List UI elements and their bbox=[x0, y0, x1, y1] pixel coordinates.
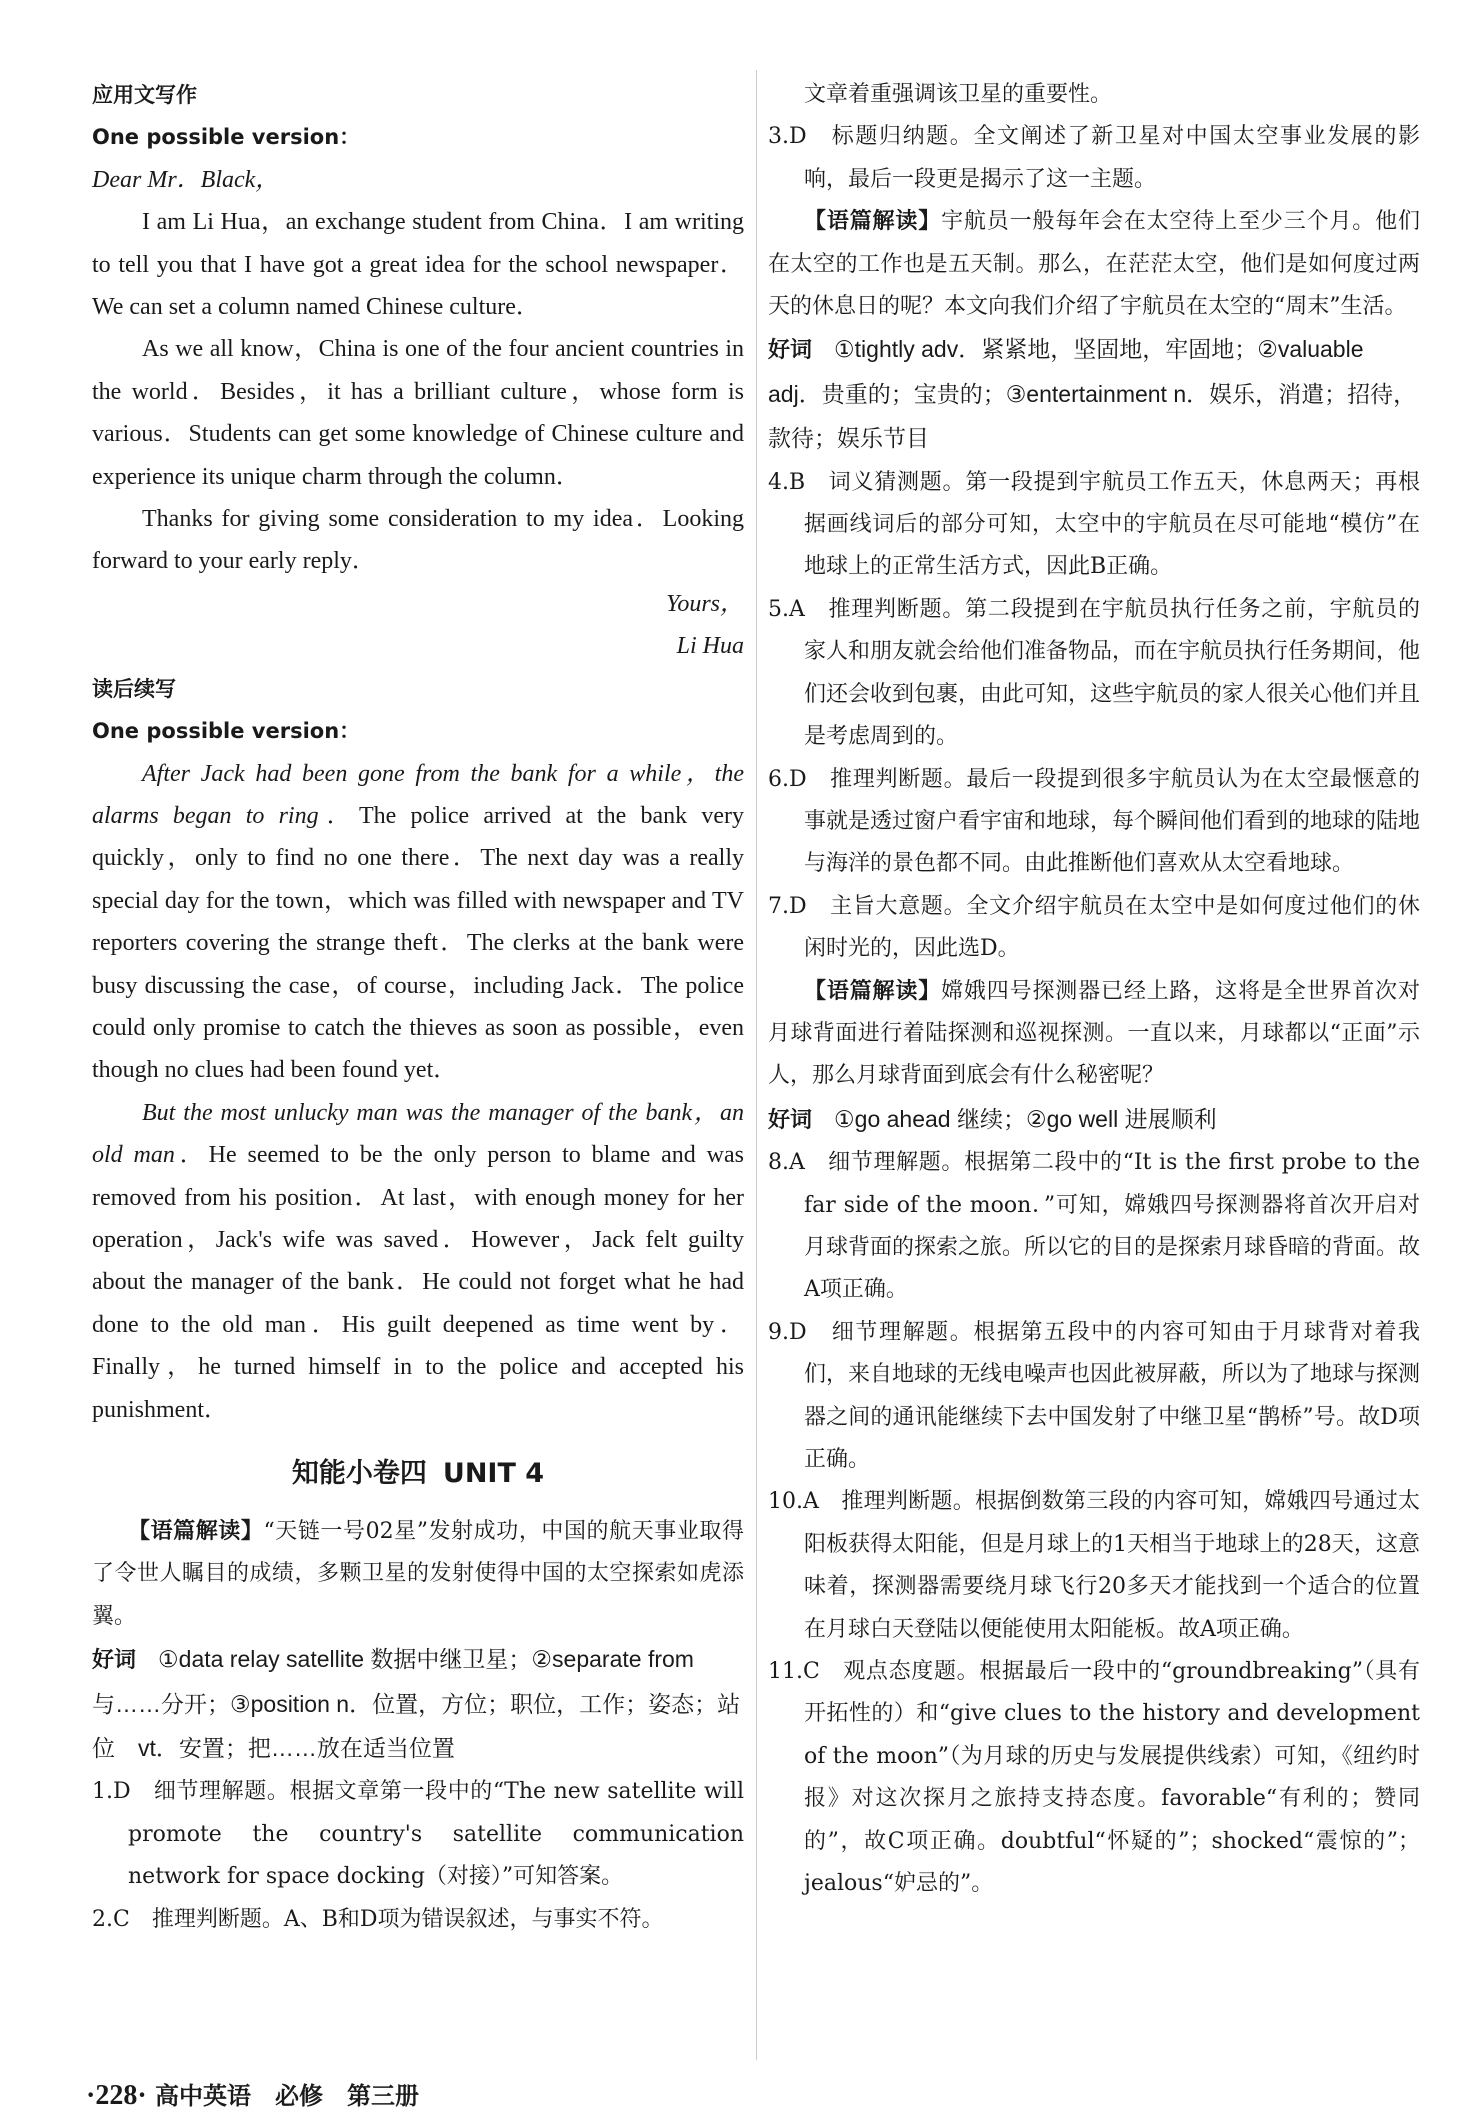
vocab-label: 好词 bbox=[768, 338, 813, 364]
answer-item: 3.D 标题归纳题。全文阐述了新卫星对中国太空事业发展的影响，最后一段更是揭示了这一主题。 bbox=[768, 124, 1420, 192]
answer-item: 2.C 推理判断题。A、B和D项为错误叙述，与事实不符。 bbox=[92, 1906, 664, 1932]
section-title bbox=[92, 1453, 744, 1495]
vocab-block bbox=[768, 328, 1420, 461]
reading-interpretation bbox=[768, 201, 1420, 328]
reading-label: 【语篇解读】 bbox=[128, 1519, 264, 1544]
reading-interpretation bbox=[768, 971, 1420, 1098]
vocab-text: ①tightly adv．紧紧地，坚固地，牢固地；②valuable adj．贵重的；宝贵的；③entertainment n．娱乐，消遣；招待，款待；娱乐节目 bbox=[768, 336, 1417, 452]
reading-label: 【语篇解读】 bbox=[804, 209, 942, 235]
answer-item: 11.C 观点态度题。根据最后一段中的“groundbreaking”（具有开拓性的）和“give clues to the history and development of the moon”（为月球的历史与发展提供线索）可知，《纽约时报》对这次探月之旅持支持态度。favorable“有利的；赞同的”，故C项正确。doubtful“怀疑的”；shocked“震惊的”；jealous“妒忌的”。 bbox=[768, 1659, 1420, 1897]
answer-item: 5.A 推理判断题。第二段提到在宇航员执行任务之前，宇航员的家人和朋友就会给他们准备物品，而在宇航员执行任务期间，他们还会收到包裹，由此可知，这些宇航员的家人很关心他们并且是考虑周到的。 bbox=[768, 596, 1421, 750]
page-number: ·228· bbox=[86, 2080, 147, 2111]
letter-signature: Li Hua bbox=[676, 633, 744, 660]
answer-item: 9.D 细节理解题。根据第五段中的内容可知由于月球背对着我们，来自地球的无线电噪声也因此被屏蔽，所以为了地球与探测器之间的通讯能继续下去中国发射了中继卫星“鹊桥”号。故D项正确。 bbox=[768, 1319, 1421, 1472]
vocab-text: ①go ahead 继续；②go well 进展顺利 bbox=[834, 1105, 1217, 1132]
heading-continuation-writing: 读后续写 bbox=[92, 676, 176, 701]
page-footer bbox=[86, 2076, 419, 2112]
story-given-opening: After Jack had been gone from the bank for a while，the alarms began to ring bbox=[92, 760, 744, 829]
version-label: One possible version： bbox=[92, 125, 361, 150]
letter-salutation: Dear Mr．Black， bbox=[92, 166, 280, 193]
left-column bbox=[92, 74, 744, 1941]
answer-item: 8.A 细节理解题。根据第二段中的“It is the first probe to the far side of the moon．”可知，嫦娥四号探测器将首次开启对月球背面的探索之旅。所以它的目的是探索月球昏暗的背面。故A项正确。 bbox=[768, 1150, 1421, 1303]
reading-label: 【语篇解读】 bbox=[804, 978, 942, 1004]
reading-text: “天链一号02星”发射成功，中国的航天事业取得了令世人瞩目的成绩，多颗卫星的发射使得中国的太空探索如虎添翼。 bbox=[92, 1519, 744, 1629]
reading-text: 宇航员一般每年会在太空待上至少三个月。他们在太空的工作也是五天制。那么，在茫茫太空，他们是如何度过两天的休息日的呢？本文向我们介绍了宇航员在太空的“周末”生活。 bbox=[768, 209, 1420, 320]
answer-item: 7.D 主旨大意题。全文介绍宇航员在太空中是如何度过他们的休闲时光的，因此选D。 bbox=[768, 893, 1420, 962]
story-text: ．The police arrived at the bank very quickly，only to find no one there．The next day was a really special day for the town，which was filled with newspaper and TV reporters covering the strange theft．The clerks at the bank were busy discussing the case，of course，including Jack．The police could only promise to catch the thieves as soon as possible，even though no clues had been found yet． bbox=[92, 802, 744, 1084]
answer-item: 1.D 细节理解题。根据文章第一段中的“The new satellite will promote the country's satellite communication network for space docking（对接）”可知答案。 bbox=[92, 1779, 744, 1890]
vocab-block bbox=[92, 1638, 744, 1771]
reading-text: 嫦娥四号探测器已经上路，这将是全世界首次对月球背面进行着陆探测和巡视探测。一直以来，月球都以“正面”示人，那么月球背面到底会有什么秘密呢？ bbox=[768, 978, 1420, 1089]
story-given-opening: But the most unlucky man was the manager of the bank，an old man bbox=[92, 1099, 744, 1169]
right-column bbox=[768, 74, 1420, 1905]
vocab-label: 好词 bbox=[92, 1648, 137, 1674]
heading-applied-writing: 应用文写作 bbox=[92, 83, 197, 107]
reading-interpretation bbox=[92, 1511, 744, 1638]
story-paragraph bbox=[92, 1092, 744, 1431]
answer-item: 6.D 推理判断题。最后一段提到很多宇航员认为在太空最惬意的事就是透过窗户看宇宙和地球，每个瞬间他们看到的地球的陆地与海洋的景色都不同。由此推断他们喜欢从太空看地球。 bbox=[768, 766, 1421, 877]
version-label: One possible version： bbox=[92, 719, 361, 744]
answer-item: 10.A 推理判断题。根据倒数第三段的内容可知，嫦娥四号通过太阳板获得太阳能，但是月球上的1天相当于地球上的28天，这意味着，探测器需要绕月球飞行20多天才能找到一个适合的位置在月球白天登陆以便能使用太阳能板。故A项正确。 bbox=[768, 1489, 1420, 1642]
letter-paragraph: I am Li Hua，an exchange student from China．I am writing to tell you that I have got a great idea for the school newspaper．We can set a column named Chinese culture． bbox=[92, 209, 744, 321]
story-text: ．He seemed to be the only person to blame and was removed from his position．At last，with enough money for her operation，Jack's wife was saved．However，Jack felt guilty about the manager of the bank．He could not forget what he had done to the old man．His guilt deepened as time went by．Finally，he turned himself in to the police and accepted his punishment． bbox=[92, 1142, 745, 1423]
story-paragraph bbox=[92, 753, 744, 1092]
vocab-label: 好词 bbox=[768, 1107, 813, 1133]
column-divider bbox=[756, 70, 757, 2060]
letter-paragraph: As we all know，China is one of the four ancient countries in the world．Besides，it has a brilliant culture，whose form is various．Students can get some knowledge of Chinese culture and experience its unique charm through the column． bbox=[92, 336, 744, 490]
letter-paragraph: Thanks for giving some consideration to my idea．Looking forward to your early reply． bbox=[92, 506, 744, 575]
letter-closing: Yours， bbox=[666, 590, 744, 617]
book-title: 高中英语 必修 第三册 bbox=[155, 2082, 420, 2110]
section-title-unit: UNIT 4 bbox=[442, 1458, 545, 1489]
answer-item: 4.B 词义猜测题。第一段提到宇航员工作五天，休息两天；再根据画线词后的部分可知，太空中的宇航员在尽可能地“模仿”在地球上的正常生活方式，因此B正确。 bbox=[768, 469, 1420, 580]
vocab-block bbox=[768, 1098, 1420, 1142]
answer-continuation: 文章着重强调该卫星的重要性。 bbox=[804, 82, 1113, 107]
vocab-text: ①data relay satellite 数据中继卫星；②separate from 与……分开；③position n．位置，方位；职位，工作；姿态；站位 vt．安置；把……放在适当位置 bbox=[92, 1646, 741, 1762]
section-title-cn: 知能小卷四 bbox=[291, 1458, 427, 1489]
